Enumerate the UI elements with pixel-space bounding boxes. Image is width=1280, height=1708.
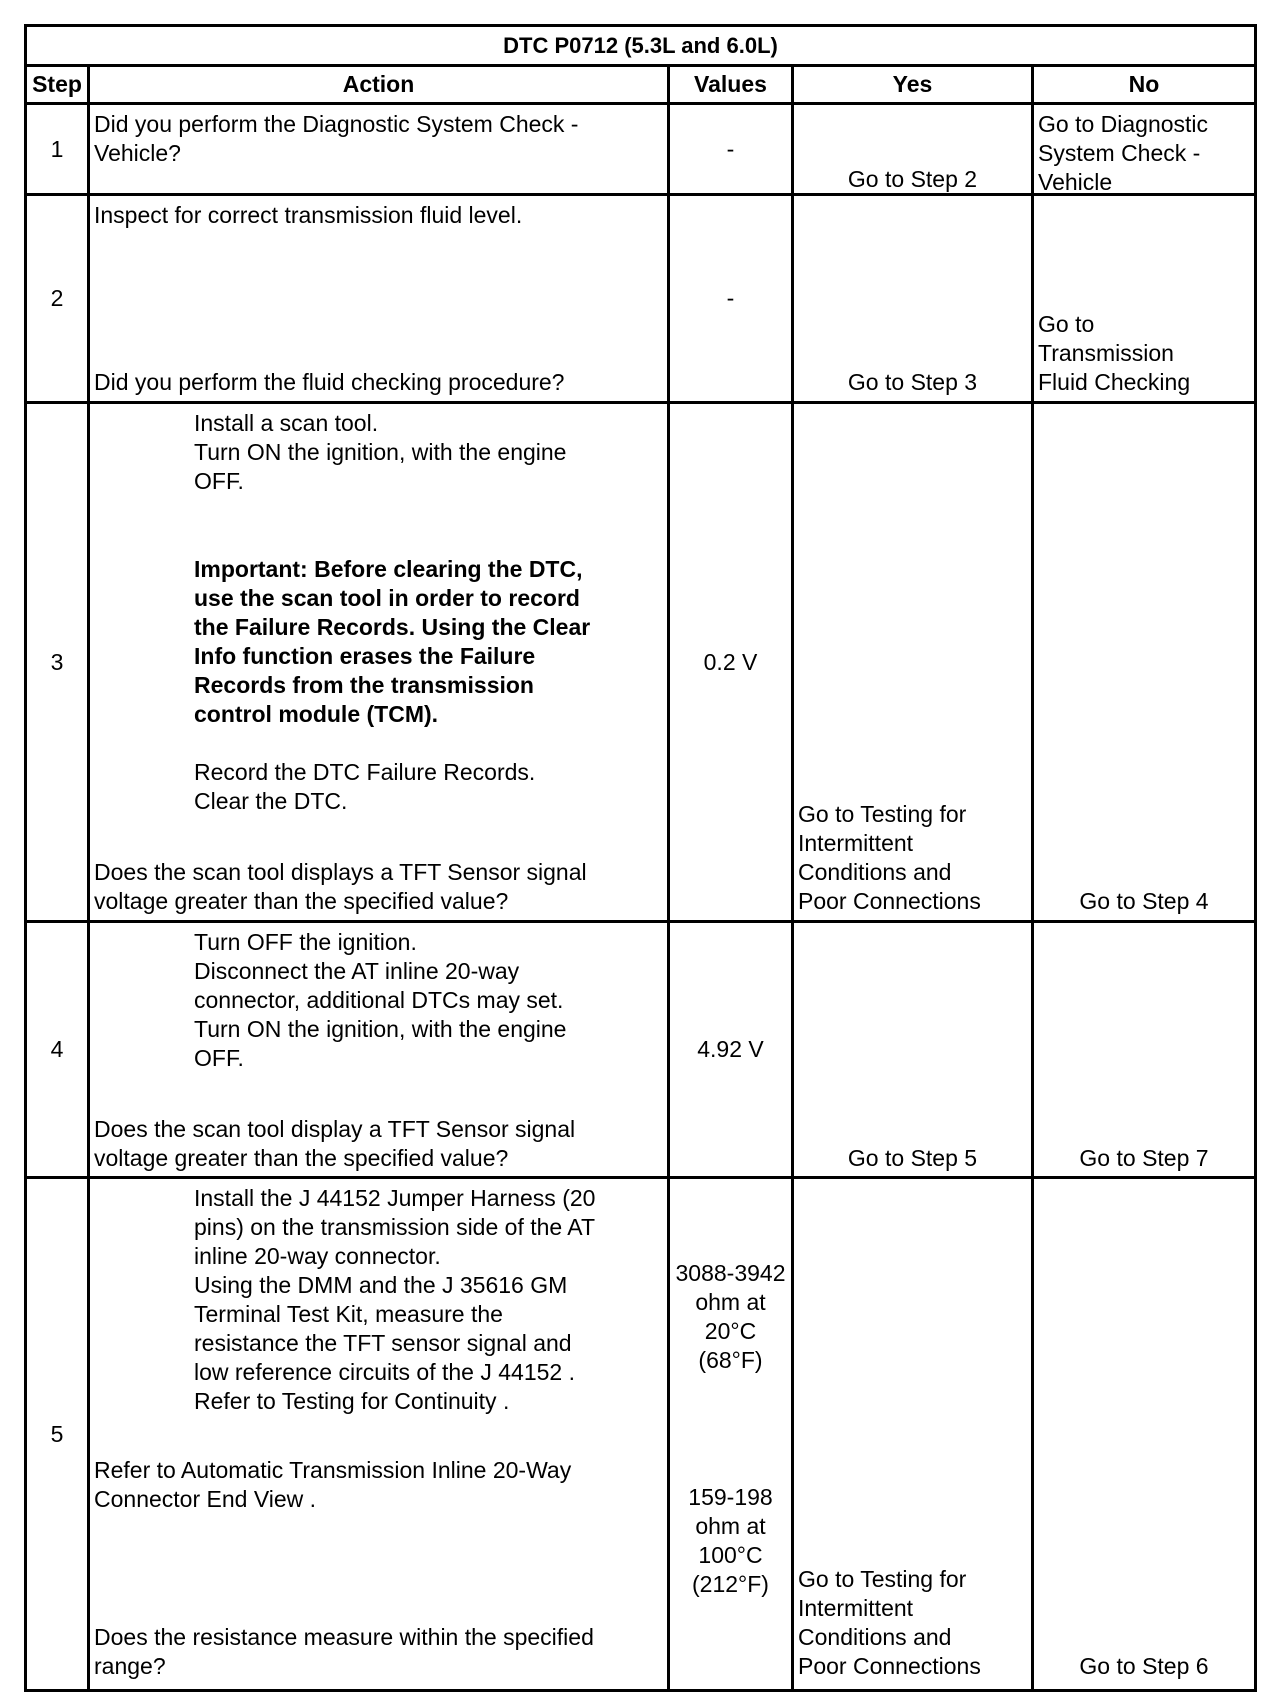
step-2-yes [794, 196, 1034, 404]
step-1-number: 1 [27, 105, 90, 196]
value-line: 159-198 [688, 1484, 773, 1510]
value-line: (68°F) [698, 1347, 763, 1373]
action-question: Does the scan tool displays a TFT Sensor signal [94, 859, 587, 885]
step-2-action [90, 196, 670, 404]
no-link[interactable]: Vehicle [1038, 169, 1113, 195]
step-4-value: 4.92 V [670, 923, 794, 1179]
no-link[interactable]: Go to Step 7 [1079, 1145, 1209, 1171]
action-line: inline 20-way connector. [194, 1243, 441, 1269]
step-5-no [1034, 1179, 1254, 1689]
step-1-value: - [670, 105, 794, 196]
step-3-number: 3 [27, 404, 90, 923]
action-question: voltage greater than the specified value? [94, 1145, 509, 1171]
yes-link[interactable]: Poor Connections [798, 1653, 981, 1679]
yes-link[interactable]: Conditions and [798, 859, 952, 885]
step-3-value: 0.2 V [670, 404, 794, 923]
action-question: range? [94, 1653, 166, 1679]
action-line: Record the DTC Failure Records. [194, 759, 536, 785]
no-link[interactable]: Transmission [1038, 340, 1174, 366]
yes-link[interactable]: Go to Step 2 [847, 166, 978, 192]
action-line: Terminal Test Kit, measure the [194, 1301, 503, 1327]
action-question: Did you perform the fluid checking procedure? [94, 369, 565, 395]
action-line: connector, additional DTCs may set. [194, 987, 564, 1013]
header-action: Action [90, 67, 670, 105]
table-title: DTC P0712 (5.3L and 6.0L) [27, 27, 1254, 67]
no-link[interactable]: System Check - [1038, 140, 1201, 166]
action-line: Disconnect the AT inline 20-way [194, 958, 520, 984]
action-line: Install the J 44152 Jumper Harness (20 [194, 1185, 596, 1211]
important-note: Records from the transmission [194, 672, 534, 698]
step-2-number: 2 [27, 196, 90, 404]
action-line: Refer to Automatic Transmission Inline 20-Way [94, 1457, 572, 1483]
yes-link[interactable]: Conditions and [798, 1624, 952, 1650]
action-line: resistance the TFT sensor signal and [194, 1330, 572, 1356]
step-3-no [1034, 404, 1254, 923]
important-note: the Failure Records. Using the Clear [194, 614, 591, 640]
no-link[interactable]: Go to [1038, 311, 1095, 337]
important-note: control module (TCM). [194, 701, 439, 727]
step-5-value [670, 1179, 794, 1689]
action-line: Turn ON the ignition, with the engine [194, 1016, 567, 1042]
action-line: Clear the DTC. [194, 788, 348, 814]
action-line: Using the DMM and the J 35616 GM [194, 1272, 568, 1298]
action-line: OFF. [194, 468, 244, 494]
action-question: Does the resistance measure within the specified [94, 1624, 594, 1650]
value-line: 3088-3942 [675, 1260, 786, 1286]
yes-link[interactable]: Go to Step 5 [847, 1145, 978, 1171]
action-line: Connector End View . [94, 1486, 317, 1512]
action-line: Vehicle? [94, 140, 181, 166]
step-1-no [1034, 105, 1254, 196]
header-no: No [1034, 67, 1254, 105]
action-line: low reference circuits of the J 44152 . [194, 1359, 575, 1385]
step-2-no [1034, 196, 1254, 404]
important-note: Info function erases the Failure [194, 643, 536, 669]
header-values: Values [670, 67, 794, 105]
step-3-yes [794, 404, 1034, 923]
step-3-action [90, 404, 670, 923]
action-line: Turn ON the ignition, with the engine [194, 439, 567, 465]
step-1-yes [794, 105, 1034, 196]
action-line: Inspect for correct transmission fluid level. [94, 202, 523, 228]
value-line: (212°F) [692, 1571, 769, 1597]
yes-link[interactable]: Go to Testing for [798, 801, 967, 827]
yes-link[interactable]: Go to Testing for [798, 1566, 967, 1592]
action-line: OFF. [194, 1045, 244, 1071]
step-4-yes [794, 923, 1034, 1179]
step-5-yes [794, 1179, 1034, 1689]
step-5-action [90, 1179, 670, 1689]
header-yes: Yes [794, 67, 1034, 105]
action-line: Did you perform the Diagnostic System Check - [94, 111, 579, 137]
action-question: voltage greater than the specified value? [94, 888, 509, 914]
important-note: use the scan tool in order to record [194, 585, 580, 611]
value-line: 100°C [698, 1542, 763, 1568]
value-line: ohm at [695, 1513, 766, 1539]
action-line: Turn OFF the ignition. [194, 929, 417, 955]
step-5-number: 5 [27, 1179, 90, 1689]
no-link[interactable]: Go to Diagnostic [1038, 111, 1209, 137]
step-1-action [90, 105, 670, 196]
yes-link[interactable]: Intermittent [798, 830, 914, 856]
step-4-action [90, 923, 670, 1179]
important-note: Important: Before clearing the DTC, [194, 556, 583, 582]
dtc-table [24, 24, 1257, 1692]
action-line: Install a scan tool. [194, 410, 379, 436]
action-line: Refer to Testing for Continuity . [194, 1388, 510, 1414]
action-line: pins) on the transmission side of the AT [194, 1214, 595, 1240]
step-2-value: - [670, 196, 794, 404]
step-4-no [1034, 923, 1254, 1179]
header-step: Step [27, 67, 90, 105]
step-4-number: 4 [27, 923, 90, 1179]
yes-link[interactable]: Go to Step 3 [847, 369, 978, 395]
yes-link[interactable]: Poor Connections [798, 888, 981, 914]
value-line: 20°C [704, 1318, 757, 1344]
no-link[interactable]: Go to Step 4 [1079, 888, 1209, 914]
yes-link[interactable]: Intermittent [798, 1595, 914, 1621]
value-line: ohm at [695, 1289, 766, 1315]
no-link[interactable]: Fluid Checking [1038, 369, 1191, 395]
no-link[interactable]: Go to Step 6 [1079, 1653, 1209, 1679]
action-question: Does the scan tool display a TFT Sensor signal [94, 1116, 576, 1142]
